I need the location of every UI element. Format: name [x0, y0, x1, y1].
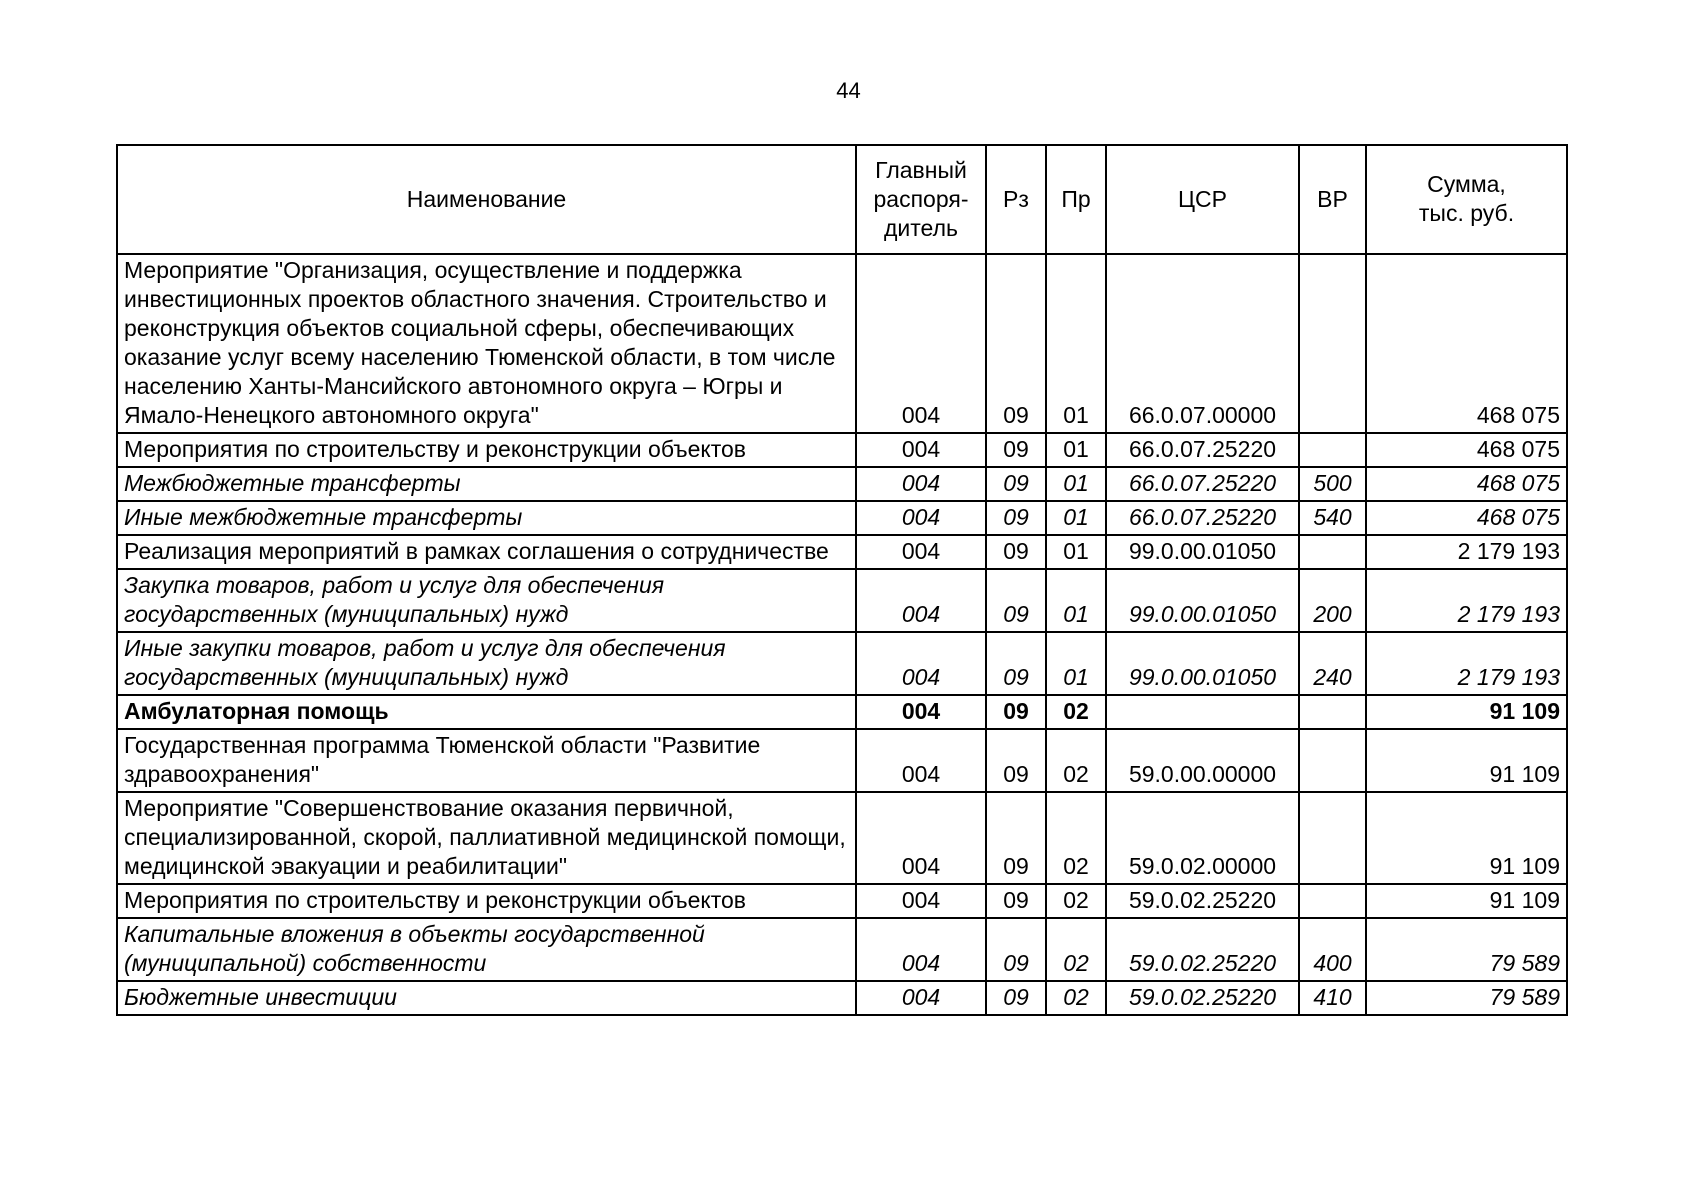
cell-csr: 99.0.00.01050 [1106, 632, 1299, 695]
cell-sum: 468 075 [1366, 467, 1567, 501]
cell-vr [1299, 729, 1366, 792]
header-rz: Рз [986, 145, 1046, 254]
table-row [117, 981, 1567, 1015]
cell-vr [1299, 695, 1366, 729]
cell-pr: 02 [1046, 792, 1106, 884]
cell-csr [1106, 695, 1299, 729]
cell-vr: 400 [1299, 918, 1366, 981]
table-body [117, 254, 1567, 1015]
cell-name: Иные закупки товаров, работ и услуг для обеспечения государственных (муниципальных) нужд [117, 632, 856, 695]
cell-pr: 01 [1046, 569, 1106, 632]
cell-sum: 79 589 [1366, 918, 1567, 981]
table-row [117, 792, 1567, 884]
cell-pr: 02 [1046, 729, 1106, 792]
header-sum: Сумма, тыс. руб. [1366, 145, 1567, 254]
cell-name: Амбулаторная помощь [117, 695, 856, 729]
cell-csr: 99.0.00.01050 [1106, 569, 1299, 632]
cell-vr [1299, 792, 1366, 884]
cell-csr: 59.0.02.25220 [1106, 884, 1299, 918]
cell-name: Мероприятие "Организация, осуществление и поддержка инвестиционных проектов областного значения. Строительство и реконструкция объектов социальной сферы, обеспечивающих оказание услуг всему населению Тюменской области, в том числе населению Ханты-Мансийского автономного округа – Югры и Ямало-Ненецкого автономного округа" [117, 254, 856, 433]
cell-name: Реализация мероприятий в рамках соглашения о сотрудничестве [117, 535, 856, 569]
cell-sum: 91 109 [1366, 792, 1567, 884]
cell-name: Закупка товаров, работ и услуг для обеспечения государственных (муниципальных) нужд [117, 569, 856, 632]
cell-rz: 09 [986, 792, 1046, 884]
cell-vr [1299, 433, 1366, 467]
cell-name: Мероприятия по строительству и реконструкции объектов [117, 884, 856, 918]
cell-rz: 09 [986, 729, 1046, 792]
cell-sum: 2 179 193 [1366, 569, 1567, 632]
header-vr: ВР [1299, 145, 1366, 254]
cell-manager: 004 [856, 535, 986, 569]
cell-csr: 59.0.00.00000 [1106, 729, 1299, 792]
cell-csr: 59.0.02.00000 [1106, 792, 1299, 884]
header-name: Наименование [117, 145, 856, 254]
cell-manager: 004 [856, 632, 986, 695]
cell-sum: 468 075 [1366, 501, 1567, 535]
cell-sum: 79 589 [1366, 981, 1567, 1015]
cell-name: Государственная программа Тюменской области "Развитие здравоохранения" [117, 729, 856, 792]
cell-vr: 500 [1299, 467, 1366, 501]
cell-vr [1299, 535, 1366, 569]
cell-sum: 468 075 [1366, 254, 1567, 433]
cell-rz: 09 [986, 501, 1046, 535]
cell-csr: 66.0.07.25220 [1106, 433, 1299, 467]
cell-sum: 2 179 193 [1366, 535, 1567, 569]
cell-rz: 09 [986, 918, 1046, 981]
header-manager: Главный распоря- дитель [856, 145, 986, 254]
cell-rz: 09 [986, 535, 1046, 569]
cell-sum: 91 109 [1366, 884, 1567, 918]
cell-pr: 01 [1046, 433, 1106, 467]
cell-name: Иные межбюджетные трансферты [117, 501, 856, 535]
cell-rz: 09 [986, 569, 1046, 632]
cell-pr: 02 [1046, 695, 1106, 729]
cell-manager: 004 [856, 433, 986, 467]
cell-manager: 004 [856, 884, 986, 918]
cell-pr: 02 [1046, 981, 1106, 1015]
cell-name: Мероприятие "Совершенствование оказания первичной, специализированной, скорой, паллиативной медицинской помощи, медицинской эвакуации и реабилитации" [117, 792, 856, 884]
cell-rz: 09 [986, 884, 1046, 918]
table-header-row [117, 145, 1567, 254]
cell-manager: 004 [856, 254, 986, 433]
cell-sum: 468 075 [1366, 433, 1567, 467]
cell-sum: 2 179 193 [1366, 632, 1567, 695]
table-row [117, 729, 1567, 792]
header-pr: Пр [1046, 145, 1106, 254]
cell-rz: 09 [986, 433, 1046, 467]
cell-csr: 59.0.02.25220 [1106, 981, 1299, 1015]
cell-pr: 01 [1046, 467, 1106, 501]
cell-csr: 99.0.00.01050 [1106, 535, 1299, 569]
cell-csr: 59.0.02.25220 [1106, 918, 1299, 981]
cell-sum: 91 109 [1366, 695, 1567, 729]
cell-pr: 02 [1046, 918, 1106, 981]
cell-name: Мероприятия по строительству и реконструкции объектов [117, 433, 856, 467]
cell-rz: 09 [986, 254, 1046, 433]
cell-name: Межбюджетные трансферты [117, 467, 856, 501]
cell-manager: 004 [856, 792, 986, 884]
cell-vr: 200 [1299, 569, 1366, 632]
table-row [117, 569, 1567, 632]
budget-table [116, 144, 1568, 1016]
cell-manager: 004 [856, 918, 986, 981]
cell-vr [1299, 254, 1366, 433]
cell-pr: 01 [1046, 632, 1106, 695]
page-number: 44 [836, 78, 861, 103]
table-row [117, 254, 1567, 433]
cell-rz: 09 [986, 981, 1046, 1015]
cell-vr [1299, 884, 1366, 918]
table-row [117, 501, 1567, 535]
cell-sum: 91 109 [1366, 729, 1567, 792]
cell-rz: 09 [986, 467, 1046, 501]
table-row [117, 535, 1567, 569]
cell-pr: 02 [1046, 884, 1106, 918]
cell-manager: 004 [856, 729, 986, 792]
cell-pr: 01 [1046, 501, 1106, 535]
cell-csr: 66.0.07.00000 [1106, 254, 1299, 433]
cell-manager: 004 [856, 695, 986, 729]
cell-manager: 004 [856, 501, 986, 535]
cell-vr: 540 [1299, 501, 1366, 535]
cell-vr: 240 [1299, 632, 1366, 695]
cell-csr: 66.0.07.25220 [1106, 467, 1299, 501]
table-row [117, 632, 1567, 695]
table-row [117, 433, 1567, 467]
cell-rz: 09 [986, 695, 1046, 729]
cell-pr: 01 [1046, 254, 1106, 433]
table-row [117, 467, 1567, 501]
table-row [117, 695, 1567, 729]
cell-manager: 004 [856, 467, 986, 501]
cell-name: Бюджетные инвестиции [117, 981, 856, 1015]
cell-csr: 66.0.07.25220 [1106, 501, 1299, 535]
table-row [117, 918, 1567, 981]
cell-manager: 004 [856, 569, 986, 632]
cell-rz: 09 [986, 632, 1046, 695]
cell-name: Капитальные вложения в объекты государственной (муниципальной) собственности [117, 918, 856, 981]
cell-manager: 004 [856, 981, 986, 1015]
cell-vr: 410 [1299, 981, 1366, 1015]
table-row [117, 884, 1567, 918]
header-csr: ЦСР [1106, 145, 1299, 254]
cell-pr: 01 [1046, 535, 1106, 569]
